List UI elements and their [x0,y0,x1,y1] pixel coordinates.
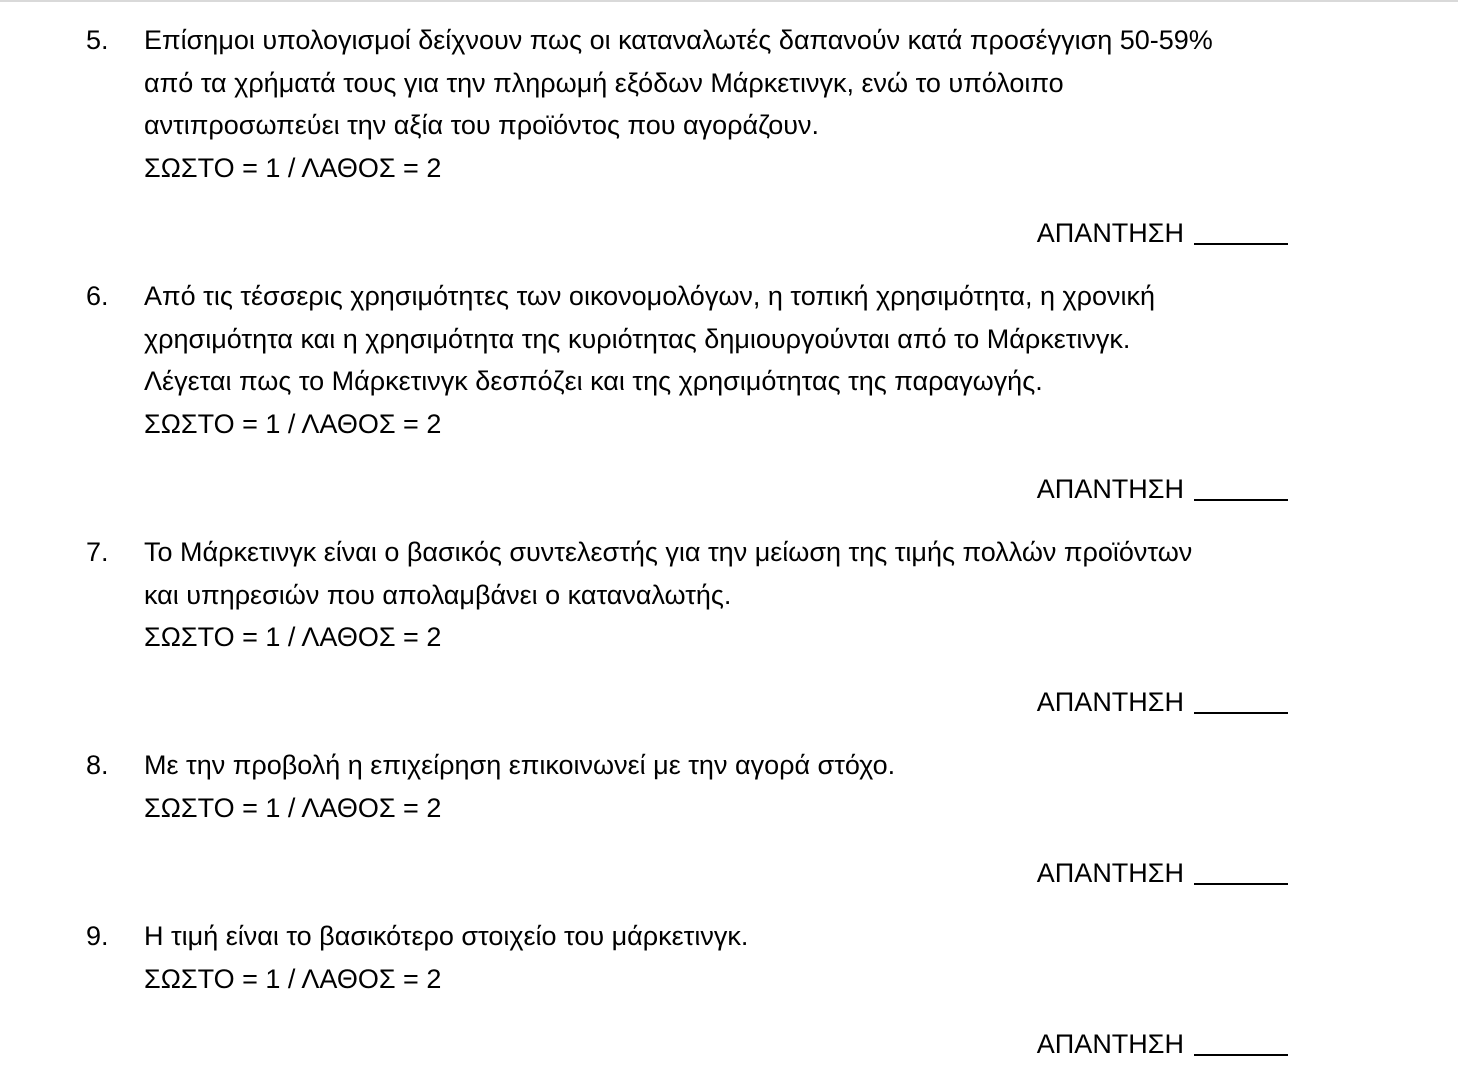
true-false-choice: ΣΩΣΤΟ = 1 / ΛΑΘΟΣ = 2 [144,622,442,652]
answer-field-7 [1037,679,1288,724]
question-text-line: χρησιμότητα και η χρησιμότητα της κυριότητας δημιουργούνται από το Μάρκετινγκ. [144,323,1131,354]
question-9 [86,915,1386,1000]
question-body [144,744,1386,829]
question-row [86,531,1386,659]
answer-field-9 [1037,1021,1288,1066]
answer-field-6 [1037,466,1288,511]
answer-field-8 [1037,850,1288,895]
true-false-choice: ΣΩΣΤΟ = 1 / ΛΑΘΟΣ = 2 [144,408,442,439]
question-text-line: Η τιμή είναι το βασικότερο στοιχείο του μάρκετινγκ. [144,921,749,951]
answer-blank-line[interactable] [1194,469,1288,501]
question-body [144,531,1386,659]
question-text-line: Με την προβολή η επιχείρηση επικοινωνεί με την αγορά στόχο. [144,750,896,780]
question-text-line: Επίσημοι υπολογισμοί δείχνουν πως οι καταναλωτές δαπανούν κατά προσέγγιση 50-59% [144,25,1213,55]
question-number: 6. [86,281,109,311]
true-false-choice: ΣΩΣΤΟ = 1 / ΛΑΘΟΣ = 2 [144,963,442,994]
question-body [144,275,1386,445]
question-text-line: και υπηρεσιών που απολαμβάνει ο καταναλωτής. [144,579,732,610]
question-row [86,275,1386,445]
answer-blank-line[interactable] [1194,1024,1288,1056]
question-number: 8. [86,750,109,780]
question-number: 5. [86,25,109,55]
answer-blank-line[interactable] [1194,213,1288,245]
answer-label: ΑΠΑΝΤΗΣΗ [1036,1029,1184,1059]
question-row [86,744,1386,829]
answer-blank-line[interactable] [1194,853,1288,885]
question-6 [86,275,1386,445]
question-7 [86,531,1386,659]
answer-label: ΑΠΑΝΤΗΣΗ [1036,218,1184,248]
question-text-line: Λέγεται πως το Μάρκετινγκ δεσπόζει και της χρησιμότητας της παραγωγής. [144,366,1043,396]
question-text-line: Από τις τέσσερις χρησιμότητες των οικονομολόγων, η τοπική χρησιμότητα, η χρονική [144,281,1156,311]
question-text-line: αντιπροσωπεύει την αξία του προϊόντος που αγοράζουν. [144,110,819,140]
answer-blank-line[interactable] [1194,682,1288,714]
question-number: 9. [86,921,109,951]
question-text-line: Το Μάρκετινγκ είναι ο βασικός συντελεστής για την μείωση της τιμής πολλών προϊόντων [144,537,1193,567]
question-row [86,19,1386,189]
question-body [144,915,1386,1000]
answer-label: ΑΠΑΝΤΗΣΗ [1036,858,1184,888]
question-5 [86,19,1386,189]
question-number: 7. [86,537,109,567]
question-row [86,915,1386,1000]
question-8 [86,744,1386,829]
answer-field-5 [1037,210,1288,255]
answer-label: ΑΠΑΝΤΗΣΗ [1036,687,1184,717]
true-false-choice: ΣΩΣΤΟ = 1 / ΛΑΘΟΣ = 2 [144,792,442,823]
question-text-line: από τα χρήματά τους για την πληρωμή εξόδων Μάρκετινγκ, ενώ το υπόλοιπο [144,67,1064,98]
question-body [144,19,1386,189]
answer-label: ΑΠΑΝΤΗΣΗ [1036,474,1184,504]
true-false-choice: ΣΩΣΤΟ = 1 / ΛΑΘΟΣ = 2 [144,152,442,183]
